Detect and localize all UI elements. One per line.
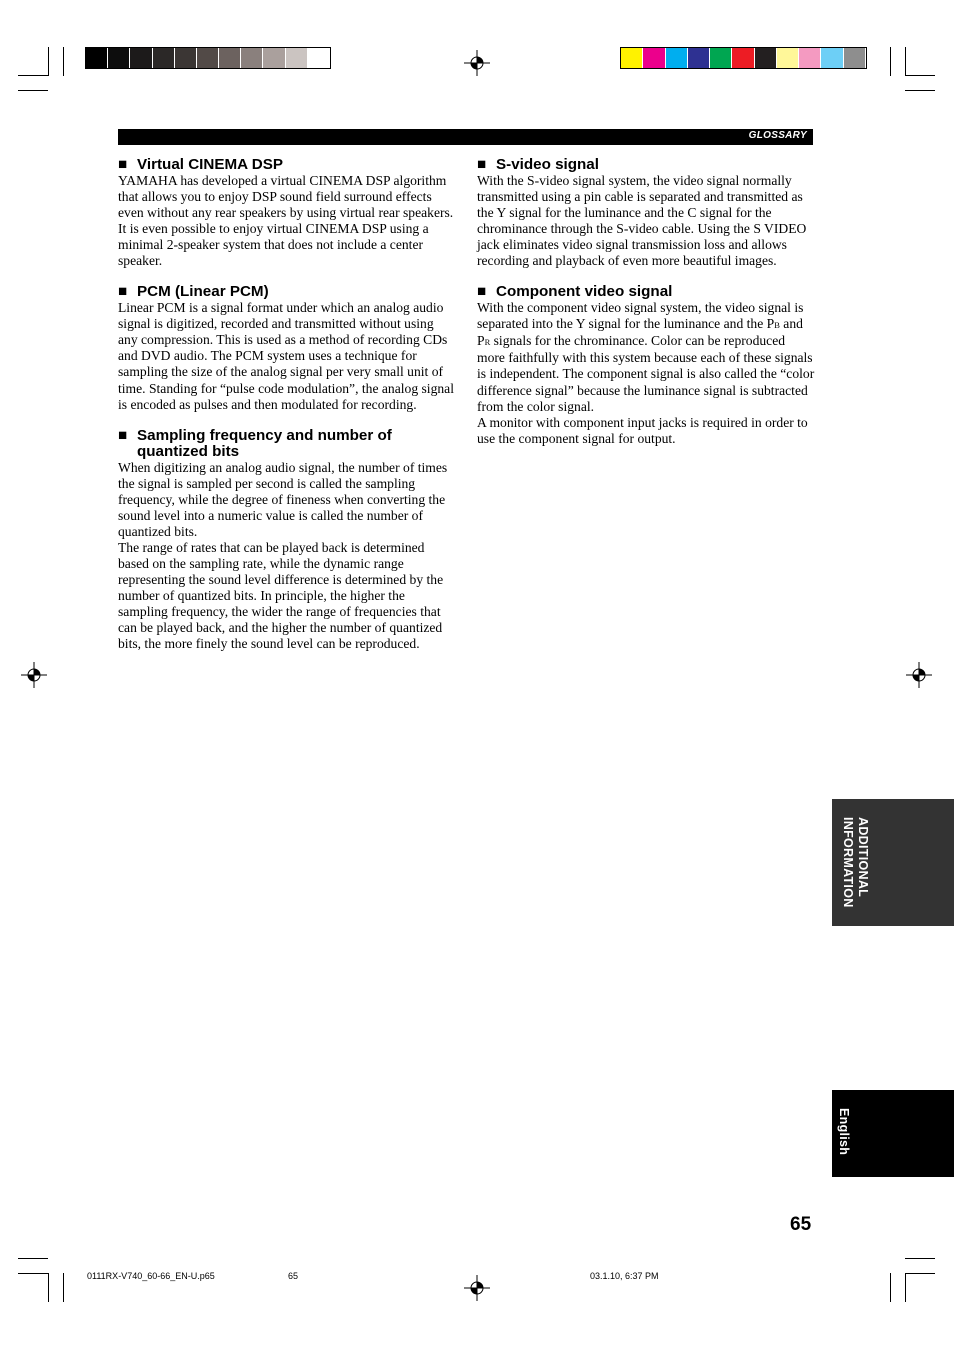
side-tab-label: English	[837, 1108, 851, 1156]
section-header-bar	[118, 129, 813, 145]
color-swatch	[688, 48, 709, 68]
color-swatch	[732, 48, 753, 68]
side-tab-additional-information	[832, 799, 954, 926]
crop-mark	[18, 75, 48, 76]
color-swatch	[666, 48, 687, 68]
crop-mark	[48, 47, 49, 76]
entry-paragraph: It is even possible to enjoy virtual CINEMA DSP using a minimal 2-speaker system that does not include a center speaker.	[118, 221, 429, 269]
crop-mark	[890, 1273, 891, 1302]
color-swatch	[108, 48, 129, 68]
color-swatch	[153, 48, 174, 68]
square-bullet-icon: ■	[477, 156, 487, 173]
entry-heading: ■ Virtual CINEMA DSP	[118, 156, 283, 173]
crop-mark	[890, 47, 891, 76]
registration-mark-icon	[21, 662, 47, 688]
entry-paragraph: When digitizing an analog audio signal, the number of times the signal is sampled per second is called the sampling frequency, while the degree of fineness when converting the sound level into a numeric value is called the number of quantized bits.	[118, 459, 448, 539]
color-swatch	[821, 48, 842, 68]
glossary-entry-s-video	[477, 157, 815, 269]
entry-paragraph: Linear PCM is a signal format under which an analog audio signal is digitized, recorded and transmitted without using any compression. This is used as a method of recording CDs and DVD audio. The PCM system uses a technique for sampling the size of the analog signal per very small unit of time. Standing for “pulse code modulation”, the analog signal is encoded as pulses and then modulated for recording.	[118, 300, 454, 412]
entry-heading: ■ Component video signal	[477, 283, 673, 301]
square-bullet-icon: ■	[118, 283, 128, 301]
entry-heading: ■ PCM (Linear PCM)	[118, 283, 269, 301]
crop-mark	[905, 1273, 906, 1302]
glossary-entry-sampling-frequency	[118, 428, 456, 653]
crop-mark	[905, 1273, 935, 1274]
color-swatch	[755, 48, 776, 68]
glossary-entry-component-video	[477, 284, 815, 446]
crop-mark	[18, 1258, 48, 1259]
crop-mark	[63, 1273, 64, 1302]
registration-mark-icon	[464, 1275, 490, 1301]
color-swatch	[621, 48, 642, 68]
crop-mark	[905, 90, 935, 91]
color-swatch	[263, 48, 284, 68]
color-swatch	[308, 48, 329, 68]
grayscale-bar	[85, 47, 331, 69]
glossary-entry-virtual-cinema-dsp	[118, 157, 456, 269]
color-swatch	[777, 48, 798, 68]
crop-mark	[18, 1273, 48, 1274]
color-swatch	[130, 48, 151, 68]
page-number: 65	[790, 1214, 812, 1235]
entry-paragraph: The range of rates that can be played back is determined based on the sampling rate, while the dynamic range representing the sound level difference is determined by the number of quantized bits. In principle, the higher the sampling frequency, the wider the range of frequencies that can be played back, and the higher the number of quantized bits, the more finely the sound level can be reproduced.	[118, 539, 444, 652]
crop-mark	[905, 47, 906, 76]
color-swatch	[197, 48, 218, 68]
crop-mark	[905, 1258, 935, 1259]
entry-paragraph: With the component video signal system, the video signal is separated into the Y signal for the luminance and the PB and PR signals for the chrominance. Color can be reproduced more faithfully with this system because each of these signals is independent. The component signal is also called the “color difference signal” because the luminance signal is subtracted from the color signal.	[477, 300, 815, 414]
color-swatch	[241, 48, 262, 68]
left-column	[118, 157, 456, 667]
footer-page: 65	[288, 1271, 299, 1281]
registration-mark-icon	[906, 662, 932, 688]
registration-mark-icon	[464, 50, 490, 76]
square-bullet-icon: ■	[477, 283, 487, 301]
crop-mark	[905, 75, 935, 76]
right-column	[477, 157, 815, 462]
entry-heading: ■ Sampling frequency and number of quantized bits	[118, 426, 392, 460]
square-bullet-icon: ■	[118, 426, 128, 444]
side-tab-english	[832, 1090, 954, 1177]
square-bullet-icon: ■	[118, 156, 128, 173]
entry-paragraph: A monitor with component input jacks is required in order to use the component signal for output.	[477, 414, 808, 446]
section-label: GLOSSARY	[748, 130, 807, 141]
entry-paragraph: YAMAHA has developed a virtual CINEMA DSP algorithm that allows you to enjoy DSP sound field surround effects even without any rear speakers by using virtual rear speakers.	[118, 173, 454, 221]
entry-paragraph: With the S-video signal system, the video signal normally transmitted using a pin cable is separated and transmitted as the Y signal for the luminance and the C signal for the chrominance through the S-video cable. Using the S VIDEO jack eliminates video signal transmission loss and allows recording and playback of even more beautiful images.	[477, 173, 807, 269]
glossary-entry-pcm	[118, 284, 456, 412]
crop-mark	[48, 1273, 49, 1302]
color-swatch	[844, 48, 865, 68]
color-bar	[620, 47, 867, 69]
color-swatch	[710, 48, 731, 68]
color-swatch	[643, 48, 664, 68]
color-swatch	[799, 48, 820, 68]
crop-mark	[18, 90, 48, 91]
entry-heading: ■ S-video signal	[477, 156, 599, 173]
footer-filename: 0111RX-V740_60-66_EN-U.p65	[87, 1271, 215, 1281]
side-tab-label: ADDITIONAL INFORMATION	[841, 817, 870, 908]
footer-datetime: 03.1.10, 6:37 PM	[590, 1271, 659, 1281]
color-swatch	[86, 48, 107, 68]
color-swatch	[175, 48, 196, 68]
color-swatch	[286, 48, 307, 68]
color-swatch	[219, 48, 240, 68]
crop-mark	[63, 47, 64, 76]
